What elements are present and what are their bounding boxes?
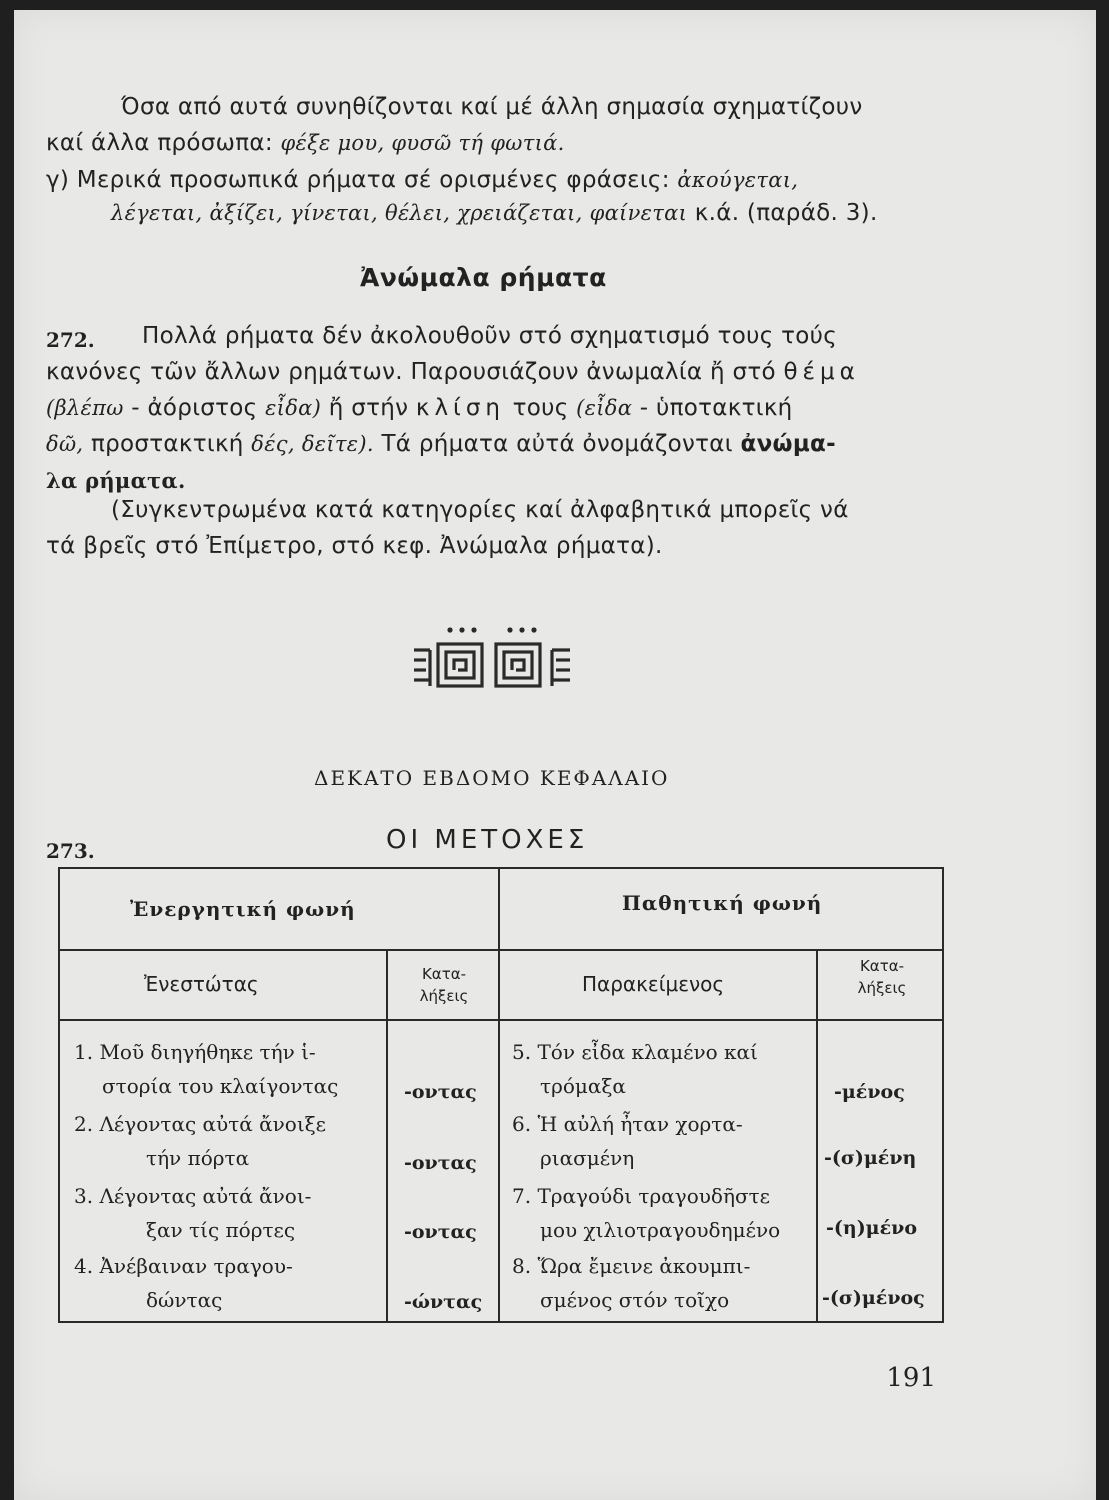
- para272-line-3: [46, 395, 793, 421]
- para272-line-6: (Συγκεντρωμένα κατά κατηγορίες καί ἀλφαβητικά μπορεῖς νά: [111, 497, 849, 523]
- para272-l3a: (βλέπω: [46, 396, 124, 420]
- active-endings-label-1: Κατα-: [421, 965, 467, 983]
- active-example-4: [74, 1249, 293, 1317]
- passive-endings-label: [824, 955, 940, 999]
- table-subheader-rule: [60, 1019, 942, 1021]
- active-example-4-line-2: δώντας: [146, 1288, 223, 1312]
- passive-example-8-line-2: σμένος στόν τοῖχο: [540, 1288, 730, 1312]
- active-example-1: [74, 1035, 338, 1103]
- para272-line-7: τά βρεῖς στό Ἐπίμετρο, στό κεφ. Ἀνώμαλα ρήματα).: [46, 533, 663, 559]
- passive-endings-label-2: λήξεις: [857, 979, 907, 997]
- passive-example-5-line-1: 5. Τόν εἶδα κλαμένο καί: [512, 1040, 758, 1064]
- intro-line-4-italic: λέγεται, ἀξίζει, γίνεται, θέλει, χρειάζεται, φαίνεται: [111, 201, 688, 225]
- paragraph-number-272: 272.: [46, 328, 95, 352]
- table-divider-passive-endings: [816, 949, 818, 1321]
- intro-line-3-italic: ἀκούγεται,: [677, 168, 799, 192]
- page-number: 191: [886, 1363, 936, 1393]
- intro-line-2-text: καί άλλα πρόσωπα:: [46, 130, 281, 156]
- passive-ending-7: -(η)μένο: [826, 1217, 917, 1239]
- passive-example-7-line-2: μου χιλιοτραγουδημένο: [540, 1218, 781, 1242]
- para272-l4d: Τά ρήματα αὐτά ὀνομάζονται: [373, 431, 741, 457]
- passive-example-8-line-1: 8. Ὥρα ἔμεινε ἀκουμπι-: [512, 1254, 751, 1278]
- greek-key-ornament-icon: [412, 622, 582, 694]
- para272-l3c: εἶδα): [265, 396, 322, 420]
- chapter-label: ΔΕΚΑΤΟ ΕΒΔΟΜΟ ΚΕΦΑΛΑΙΟ: [314, 766, 670, 790]
- passive-example-5-line-2: τρόμαξα: [540, 1074, 626, 1098]
- para272-l3b: - ἀόριστος: [123, 395, 266, 421]
- paragraph-number-273: 273.: [46, 839, 95, 863]
- active-ending-3: -οντας: [404, 1221, 477, 1243]
- passive-example-6-line-2: ριασμένη: [540, 1146, 635, 1170]
- active-example-4-line-1: 4. Ἀνέβαιναν τραγου-: [74, 1254, 293, 1278]
- book-page: [14, 10, 1096, 1500]
- chapter-title: ΟΙ ΜΕΤΟΧΕΣ: [386, 825, 589, 855]
- para272-l3g: (εἶδα: [576, 396, 633, 420]
- passive-endings-label-1: Κατα-: [859, 957, 905, 975]
- active-example-1-line-2: στορία του κλαίγοντας: [102, 1074, 339, 1098]
- active-tense-label: Ἐνεστώτας: [144, 972, 259, 996]
- para272-l3f: τους: [505, 395, 577, 421]
- intro-line-2: [46, 130, 565, 156]
- para272-l3h: - ὑποτακτική: [632, 395, 793, 421]
- para272-line-5: λα ρήματα.: [46, 468, 186, 493]
- intro-line-4-text: κ.ά. (παράδ. 3).: [687, 200, 878, 226]
- passive-tense-label: Παρακείμενος: [582, 972, 725, 996]
- active-ending-4: -ώντας: [404, 1291, 483, 1313]
- para272-line-2: [46, 359, 860, 385]
- para272-l2a: κανόνες τῶν ἄλλων ρημάτων. Παρουσιάζουν ἀνωμαλία ἤ στό: [46, 359, 784, 385]
- passive-ending-6: -(σ)μένη: [824, 1147, 917, 1169]
- para272-l4a: δῶ,: [46, 432, 84, 456]
- active-ending-1: -οντας: [404, 1081, 477, 1103]
- passive-ending-8: -(σ)μένος: [822, 1287, 925, 1309]
- para272-l4b: προστακτική: [83, 431, 252, 457]
- active-example-2-line-1: 2. Λέγοντας αὐτά ἄνοιξε: [74, 1112, 327, 1136]
- passive-voice-header: Παθητική φωνή: [622, 891, 823, 915]
- intro-line-1: Όσα από αυτά συνηθίζονται καί μέ άλλη σημασία σχηματίζουν: [121, 94, 863, 120]
- passive-example-7: [512, 1179, 780, 1247]
- para272-l3d: ἤ στήν: [321, 395, 416, 421]
- passive-example-7-line-1: 7. Τραγούδι τραγουδῆστε: [512, 1184, 771, 1208]
- active-voice-header: Ἐνεργητική φωνή: [130, 897, 356, 921]
- table-header-rule: [60, 949, 942, 951]
- intro-line-4: [111, 200, 878, 226]
- intro-line-3-text: γ) Μερικά προσωπικά ρήματα σέ ορισμένες φράσεις:: [46, 167, 678, 193]
- active-ending-2: -οντας: [404, 1152, 477, 1174]
- active-endings-label-2: λήξεις: [419, 987, 469, 1005]
- participles-table: [58, 867, 944, 1323]
- section-heading: Ἀνώμαλα ρήματα: [360, 263, 607, 292]
- passive-example-6-line-1: 6. Ἡ αὐλή ἦταν χορτα-: [512, 1112, 743, 1136]
- active-example-1-line-1: 1. Μοῦ διηγήθηκε τήν ἱ-: [74, 1040, 316, 1064]
- table-divider-main: [498, 869, 500, 1321]
- passive-example-6: [512, 1107, 743, 1175]
- intro-line-3: [46, 167, 798, 193]
- active-example-3: [74, 1179, 311, 1247]
- active-example-2: [74, 1107, 326, 1175]
- passive-example-8: [512, 1249, 750, 1317]
- active-endings-label: [396, 963, 492, 1007]
- active-example-2-line-2: τήν πόρτα: [146, 1146, 250, 1170]
- para272-l4e: ἀνώμα-: [740, 431, 836, 457]
- passive-ending-5: -μένος: [834, 1081, 905, 1103]
- para272-line-1: Πολλά ρήματα δέν ἀκολουθοῦν στό σχηματισμό τους τούς: [142, 323, 838, 349]
- table-divider-active-endings: [386, 949, 388, 1321]
- active-example-3-line-2: ξαν τίς πόρτες: [146, 1218, 296, 1242]
- para272-l4c: δές, δεῖτε).: [251, 432, 374, 456]
- passive-example-5: [512, 1035, 758, 1103]
- para272-l3e: κλίση: [415, 395, 505, 421]
- active-example-3-line-1: 3. Λέγοντας αὐτά ἄνοι-: [74, 1184, 312, 1208]
- intro-line-2-italic: φέξε μου, φυσῶ τή φωτιά.: [280, 131, 565, 155]
- para272-line-4: [46, 431, 836, 457]
- para272-l2b: θέμα: [783, 359, 860, 385]
